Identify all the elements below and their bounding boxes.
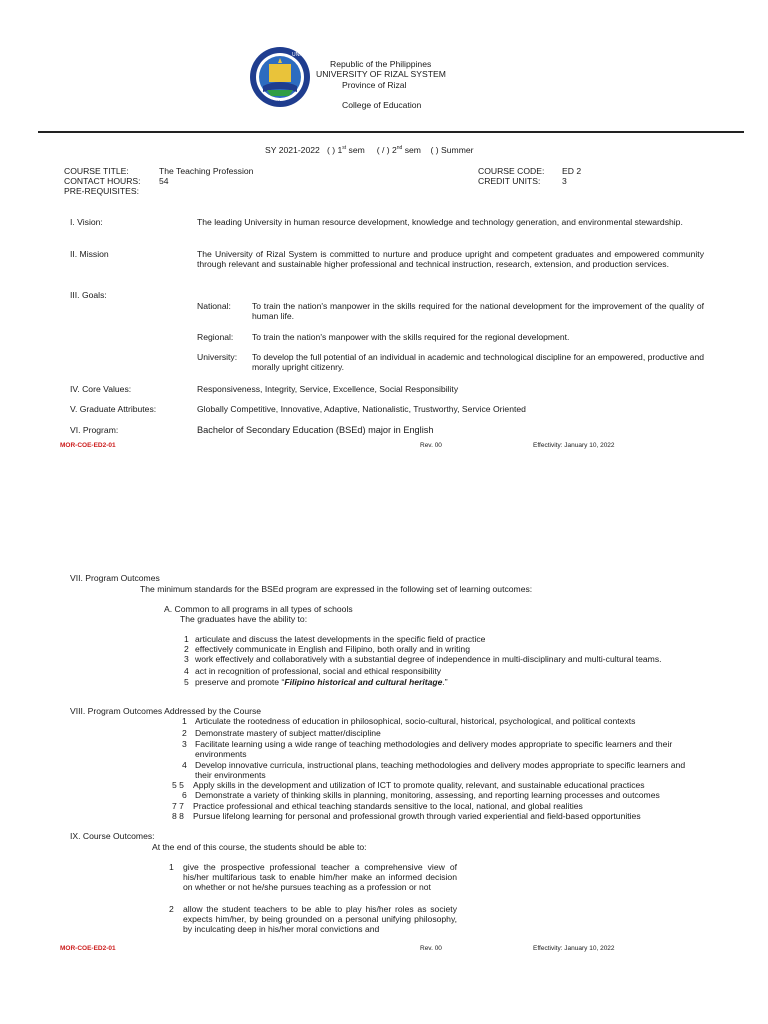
course-title-value: The Teaching Profession (159, 166, 254, 176)
summer-sem: ( ) Summer (430, 145, 474, 155)
program-outcome-num: 1 (184, 634, 189, 644)
goal-regional-label: Regional: (197, 332, 234, 342)
second-sem: ( / ) 2nd sem (376, 145, 421, 155)
seal-year: 1991 (272, 99, 281, 104)
header-province: Province of Rizal (342, 80, 407, 90)
addressed-outcome-num: 7 7 (172, 801, 184, 811)
goal-regional-text: To train the nation's manpower with the skills required for the regional development. (252, 332, 570, 342)
footer-code-2: MOR-COE-ED2-01 (60, 945, 116, 952)
vision-text: The leading University in human resource development, knowledge and technology generation, and environmental stewardship. (197, 217, 683, 227)
addressed-outcome-text: Demonstrate a variety of thinking skills in planning, monitoring, assessing, and reporting learning processes and outcomes (195, 790, 660, 800)
addressed-outcome-num: 1 (182, 716, 187, 726)
addressed-outcome-num: 6 (182, 790, 187, 800)
course-outcomes-label: IX. Course Outcomes: (70, 831, 155, 841)
addressed-outcome-text: Pursue lifelong learning for personal and professional growth through varied experiential and field-based opportunities (193, 811, 641, 821)
course-title-label: COURSE TITLE: (64, 166, 129, 176)
prerequisites-label: PRE-REQUISITES: (64, 186, 139, 196)
core-values-label: IV. Core Values: (70, 384, 132, 394)
course-outcome-num: 1 (169, 862, 174, 872)
graduate-attributes-text: Globally Competitive, Innovative, Adaptive, Nationalistic, Trustworthy, Service Oriented (197, 404, 526, 414)
program-outcome-text-main: effectively communicate in English and Filipino, both orally and in writing (195, 644, 470, 654)
first-sem: ( ) 1st sem (326, 145, 365, 155)
credit-units-label: CREDIT UNITS: (478, 176, 541, 186)
core-values-text: Responsiveness, Integrity, Service, Excellence, Social Responsibility (197, 384, 459, 394)
contact-hours-value: 54 (159, 176, 169, 186)
program-outcome-text-main: preserve and promote “ (195, 677, 285, 687)
seal-text: UNIVERSITY OF RIZAL SYSTEM (292, 52, 368, 58)
program-outcome-text-main: work effectively and collaboratively with a substantial degree of independence in multi-disciplinary and multi-cultural teams. (195, 654, 662, 664)
program-outcome-text (195, 677, 448, 687)
addressed-outcome-text: Practice professional and ethical teaching standards sensitive to the local, national, and global realities (193, 801, 583, 811)
program-outcome-text-main: act in recognition of professional, social and ethical responsibility (195, 666, 442, 676)
goals-label: III. Goals: (70, 290, 107, 300)
program-outcome-text (195, 644, 470, 654)
goal-national-text: To train the nation's manpower in the skills required for the national development for the improvement of the quality of human life. (252, 301, 704, 321)
course-code-label: COURSE CODE: (478, 166, 545, 176)
course-outcome-num: 2 (169, 904, 174, 914)
outcomes-a-intro: The graduates have the ability to: (180, 614, 308, 624)
header-college: College of Education (342, 100, 422, 110)
addressed-outcome-text: Articulate the rootedness of education in philosophical, socio-cultural, historical, psychological, and political contexts (195, 716, 636, 726)
goal-university-label: University: (197, 352, 238, 362)
graduate-attributes-label: V. Graduate Attributes: (70, 404, 157, 414)
header-divider (38, 131, 744, 133)
program-outcome-num: 2 (184, 644, 189, 654)
program-outcome-num: 5 (184, 677, 189, 687)
goal-national-label: National: (197, 301, 231, 311)
footer-rev-2: Rev. 00 (420, 945, 442, 952)
addressed-outcome-text: Apply skills in the development and utilization of ICT to promote quality, relevant, and sustainable educational practices (193, 780, 645, 790)
footer-effectivity: Effectivity: January 10, 2022 (533, 442, 615, 449)
program-outcome-text (195, 666, 441, 676)
program-outcome-num: 4 (184, 666, 189, 676)
course-outcome-text: allow the student teachers to be able to play his/her roles as society expects him/her, by being grounded on a personal unifying philosophy, by inculcating deep in his/her moral convictions and (183, 904, 457, 934)
program-text: Bachelor of Secondary Education (BSEd) major in English (197, 425, 434, 435)
footer-rev: Rev. 00 (420, 442, 442, 449)
addressed-outcome-text: Develop innovative curricula, instructional plans, teaching methodologies and delivery modes appropriate to specific learners and their environments (195, 760, 686, 780)
contact-hours-label: CONTACT HOURS: (64, 176, 141, 186)
program-outcomes-intro: The minimum standards for the BSEd program are expressed in the following set of learning outcomes: (140, 584, 533, 594)
vision-label: I. Vision: (70, 217, 103, 227)
goal-university-text: To develop the full potential of an individual in academic and technological discipline for an empowered, productive and morally upright citizenry. (252, 352, 704, 372)
addressed-outcome-num: 8 8 (172, 811, 184, 821)
program-outcome-text-tail: .” (442, 677, 448, 687)
program-outcome-text-italic: Filipino historical and cultural heritage (284, 677, 443, 687)
mission-label: II. Mission (70, 249, 109, 259)
credit-units-value: 3 (562, 176, 567, 186)
addressed-outcome-text: Demonstrate mastery of subject matter/discipline (195, 728, 381, 738)
addressed-outcome-text: Facilitate learning using a wide range of teaching methodologies and delivery modes appropriate to specific learners and their environments (195, 739, 673, 759)
header-university: UNIVERSITY OF RIZAL SYSTEM (316, 69, 446, 79)
program-outcome-text-main: articulate and discuss the latest developments in the specific field of practice (195, 634, 486, 644)
program-outcome-text (195, 654, 662, 664)
addressed-outcome-num: 2 (182, 728, 187, 738)
addressed-outcome-num: 4 (182, 760, 187, 770)
course-code-value: ED 2 (562, 166, 582, 176)
addressed-label: VIII. Program Outcomes Addressed by the Course (70, 706, 262, 716)
course-outcomes-intro: At the end of this course, the students should be able to: (152, 842, 367, 852)
program-outcome-num: 3 (184, 654, 189, 664)
addressed-outcome-num: 5 5 (172, 780, 184, 790)
semester-line (265, 145, 474, 155)
program-outcome-text (195, 634, 485, 644)
header-republic: Republic of the Philippines (330, 59, 432, 69)
school-year: SY 2021-2022 (265, 145, 320, 155)
mission-text: The University of Rizal System is committed to nurture and produce upright and competent graduates and empowered community through relevant and sustainable higher professional and technical instruction, research, extension, and production services. (197, 249, 704, 269)
program-outcomes-label: VII. Program Outcomes (70, 573, 160, 583)
course-outcome-text: give the prospective professional teacher a comprehensive view of his/her multifarious task to enable him/her make an informed decision on whether or not he/she pursues teaching as a profession or not (183, 862, 457, 892)
footer-code: MOR-COE-ED2-01 (60, 442, 116, 449)
addressed-outcome-num: 3 (182, 739, 187, 749)
footer-effectivity-2: Effectivity: January 10, 2022 (533, 945, 615, 952)
program-label: VI. Program: (70, 425, 119, 435)
outcomes-a-label: A. Common to all programs in all types of schools (164, 604, 353, 614)
